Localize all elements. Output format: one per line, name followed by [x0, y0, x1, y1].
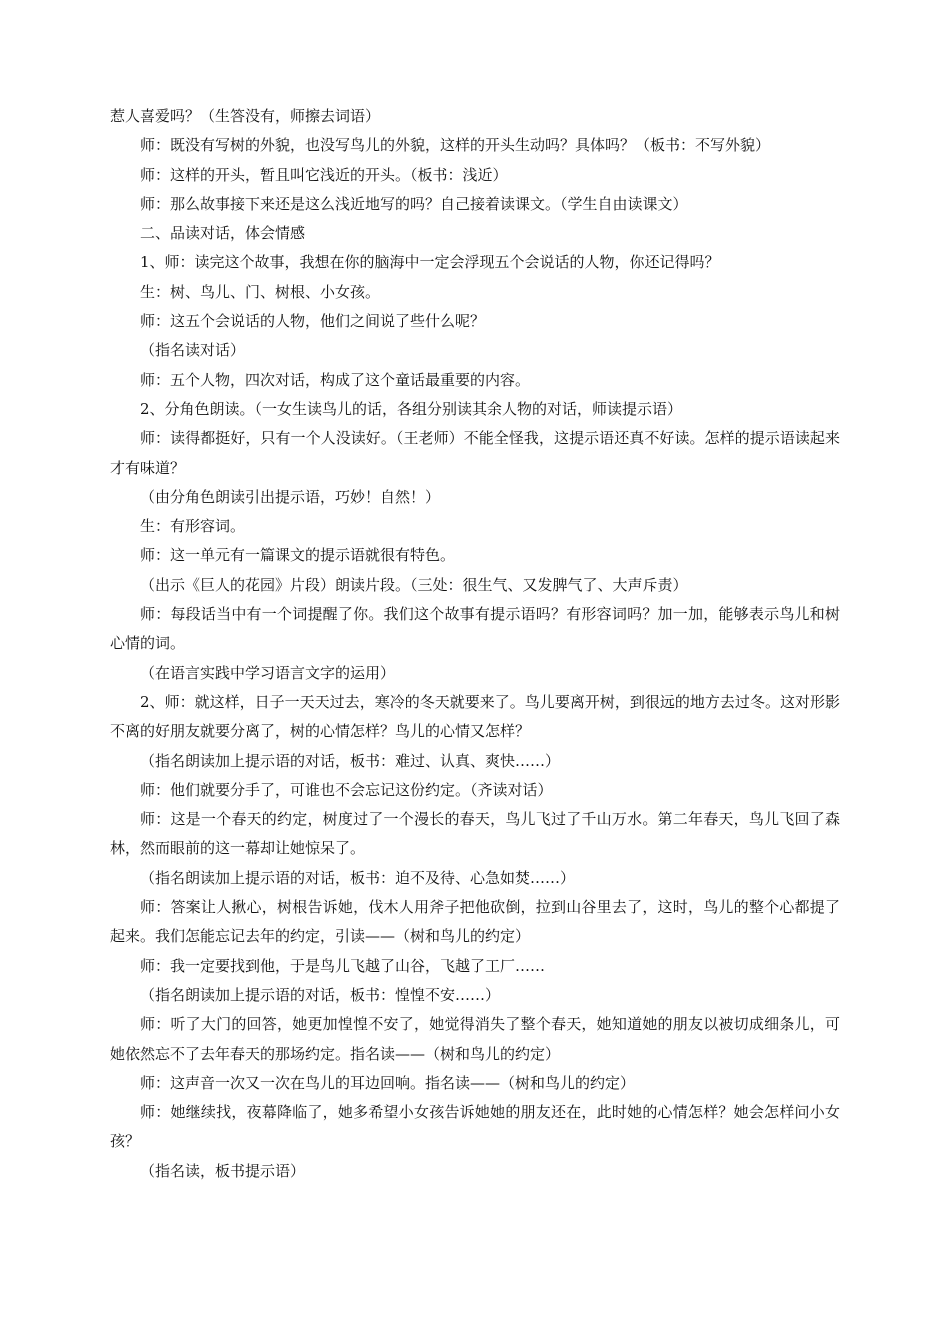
section-heading: 二、品读对话，体会情感 [140, 224, 306, 243]
paragraph-3: 师：这样的开头，暂且叫它浅近的开头。（板书：浅近） [140, 165, 508, 184]
paragraph-16: （出示《巨人的花园》片段）朗读片段。（三处：很生气、又发脾气了、大声斥责） [140, 575, 688, 594]
paragraph-12: 师：读得都挺好，只有一个人没读好。（王老师）不能全怪我，这提示语还真不好读。怎样的提示语读起来才有味道？ [110, 429, 840, 477]
paragraph-1: 惹人喜爱吗？（生答没有，师擦去词语） [110, 107, 381, 125]
paragraph-25: 师：我一定要找到他，于是鸟儿飞越了山谷，飞越了工厂…… [140, 956, 546, 975]
paragraph-7: 生：树、鸟儿、门、树根、小女孩。 [140, 282, 381, 301]
paragraph-6: 1、师：读完这个故事，我想在你的脑海中一定会浮现五个会说话的人物，你还记得吗？ [140, 253, 720, 272]
paragraph-21: 师：他们就要分手了，可谁也不会忘记这份约定。（齐读对话） [140, 780, 553, 799]
paragraph-28: 师：这声音一次又一次在鸟儿的耳边回响。指名读——（树和鸟儿的约定） [140, 1073, 636, 1092]
paragraph-15: 师：这一单元有一篇课文的提示语就很有特色。 [140, 546, 456, 565]
paragraph-9: （指名读对话） [140, 341, 246, 360]
paragraph-26: （指名朗读加上提示语的对话，板书：惶惶不安……） [140, 985, 501, 1004]
paragraph-17: 师：每段话当中有一个词提醒了你。我们这个故事有提示语吗？有形容词吗？加一加，能够表示鸟儿和树心情的词。 [110, 605, 840, 653]
paragraph-13: （由分角色朗读引出提示语，巧妙！自然！） [140, 487, 441, 506]
document-page [110, 102, 840, 1186]
paragraph-30: （指名读，板书提示语） [140, 1161, 306, 1180]
paragraph-24: 师：答案让人揪心，树根告诉她，伐木人用斧子把他砍倒，拉到山谷里去了，这时，鸟儿的整个心都提了起来。我们怎能忘记去年的约定，引读——（树和鸟儿的约定） [110, 898, 840, 946]
paragraph-20: （指名朗读加上提示语的对话，板书：难过、认真、爽快……） [140, 751, 561, 770]
paragraph-18: （在语言实践中学习语言文字的运用） [140, 663, 396, 682]
paragraph-11: 2、分角色朗读。（一女生读鸟儿的话，各组分别读其余人物的对话，师读提示语） [140, 399, 683, 418]
paragraph-27: 师：听了大门的回答，她更加惶惶不安了，她觉得消失了整个春天，她知道她的朋友以被切成细条儿，可她依然忘不了去年春天的那场约定。指名读——（树和鸟儿的约定） [110, 1015, 840, 1063]
paragraph-10: 师：五个人物，四次对话，构成了这个童话最重要的内容。 [140, 370, 531, 389]
paragraph-8: 师：这五个会说话的人物，他们之间说了些什么呢？ [140, 312, 486, 331]
paragraph-2: 师：既没有写树的外貌，也没写鸟儿的外貌，这样的开头生动吗？具体吗？（板书：不写外貌） [140, 136, 771, 155]
paragraph-19: 2、师：就这样，日子一天天过去，寒冷的冬天就要来了。鸟儿要离开树，到很远的地方去过冬。这对形影不离的好朋友就要分离了，树的心情怎样？鸟儿的心情又怎样？ [110, 692, 840, 741]
paragraph-29: 师：她继续找，夜幕降临了，她多希望小女孩告诉她她的朋友还在，此时她的心情怎样？她会怎样问小女孩？ [110, 1103, 840, 1151]
paragraph-23: （指名朗读加上提示语的对话，板书：迫不及待、心急如焚……） [140, 868, 576, 887]
paragraph-14: 生：有形容词。 [140, 517, 246, 536]
paragraph-22: 师：这是一个春天的约定，树度过了一个漫长的春天，鸟儿飞过了千山万水。第二年春天，鸟儿飞回了森林，然而眼前的这一幕却让她惊呆了。 [110, 810, 840, 858]
paragraph-4: 师：那么故事接下来还是这么浅近地写的吗？自己接着读课文。（学生自由读课文） [140, 194, 688, 213]
